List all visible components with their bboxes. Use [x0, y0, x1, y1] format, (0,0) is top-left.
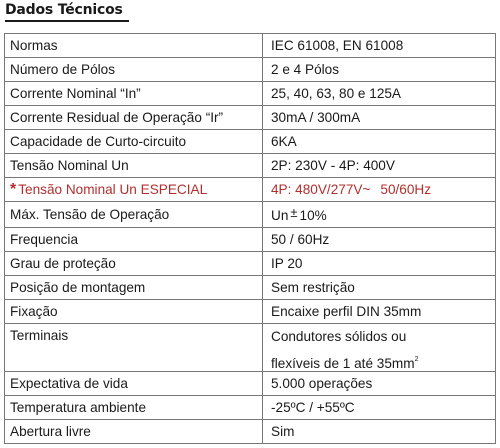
row-label-normas: Normas: [5, 34, 263, 58]
row-value-grau-protecao: IP 20: [263, 252, 496, 276]
row-label-max-tensao: Máx. Tensão de Operação: [5, 202, 263, 228]
row-label-posicao-montagem: Posição de montagem: [5, 276, 263, 300]
row-label-numero-polos: Número de Pólos: [5, 58, 263, 82]
table-row: [5, 324, 496, 372]
row-value-fixacao: Encaixe perfil DIN 35mm: [263, 300, 496, 324]
row-value-corrente-residual: 30mA / 300mA: [263, 106, 496, 130]
table-row: [5, 252, 496, 276]
row-value-terminais-line1: Condutores sólidos ou: [271, 329, 407, 344]
row-label-expectativa-vida: Expectativa de vida: [5, 372, 263, 396]
row-value-max-tensao: [263, 202, 496, 228]
row-value-max-tensao-percent: 10%: [299, 208, 327, 223]
table-row: [5, 154, 496, 178]
table-row: [5, 420, 496, 444]
row-label-tensao-nominal: Tensão Nominal Un: [5, 154, 263, 178]
row-label-tensao-especial: [5, 178, 263, 202]
table-row: [5, 106, 496, 130]
row-label-grau-protecao: Grau de proteção: [5, 252, 263, 276]
plus-minus-icon: ±: [290, 205, 298, 220]
row-value-tensao-especial-frequency: 50/60Hz: [380, 181, 432, 197]
table-row: [5, 202, 496, 228]
row-label-frequencia: Frequencia: [5, 228, 263, 252]
row-label-tensao-especial-text: Tensão Nominal Un ESPECIAL: [18, 181, 208, 197]
row-value-terminais-line2: [271, 348, 490, 371]
table-row: [5, 228, 496, 252]
row-label-temperatura: Temperatura ambiente: [5, 396, 263, 420]
row-label-abertura-livre: Abertura livre: [5, 420, 263, 444]
row-value-frequencia: 50 / 60Hz: [263, 228, 496, 252]
row-value-tensao-especial: [263, 178, 496, 202]
title-underline: [5, 20, 129, 22]
row-label-corrente-nominal: Corrente Nominal “In”: [5, 82, 263, 106]
row-value-tensao-especial-voltage: 4P: 480V/277V~: [271, 181, 371, 197]
row-value-corrente-nominal: 25, 40, 63, 80 e 125A: [263, 82, 496, 106]
table-row: [5, 396, 496, 420]
superscript-two: 2: [414, 356, 419, 363]
table-row: [5, 130, 496, 154]
row-value-normas: IEC 61008, EN 61008: [263, 34, 496, 58]
row-value-max-tensao-prefix: Un: [271, 208, 289, 223]
table-row-special: [5, 178, 496, 202]
table-row: [5, 82, 496, 106]
row-value-expectativa-vida: 5.000 operações: [263, 372, 496, 396]
table-row: [5, 58, 496, 82]
row-value-terminais-line2-text: flexíveis de 1 até 35mm: [271, 356, 415, 371]
table-row: [5, 276, 496, 300]
row-value-terminais: [263, 324, 496, 372]
table-row: [5, 300, 496, 324]
row-label-corrente-residual: Corrente Residual de Operação “Ir”: [5, 106, 263, 130]
technical-data-table: [4, 33, 496, 444]
section-title: Dados Técnicos: [5, 2, 123, 18]
row-label-capacidade-curto: Capacidade de Curto-circuito: [5, 130, 263, 154]
row-value-tensao-nominal: 2P: 230V - 4P: 400V: [263, 154, 496, 178]
row-value-posicao-montagem: Sem restrição: [263, 276, 496, 300]
row-value-abertura-livre: Sim: [263, 420, 496, 444]
row-value-capacidade-curto: 6KA: [263, 130, 496, 154]
row-label-terminais: Terminais: [5, 324, 263, 372]
table-row: [5, 34, 496, 58]
table-row: [5, 372, 496, 396]
row-value-temperatura: -25ºC / +55ºC: [263, 396, 496, 420]
row-value-numero-polos: 2 e 4 Pólos: [263, 58, 496, 82]
asterisk-marker-icon: *: [10, 180, 17, 198]
row-label-fixacao: Fixação: [5, 300, 263, 324]
